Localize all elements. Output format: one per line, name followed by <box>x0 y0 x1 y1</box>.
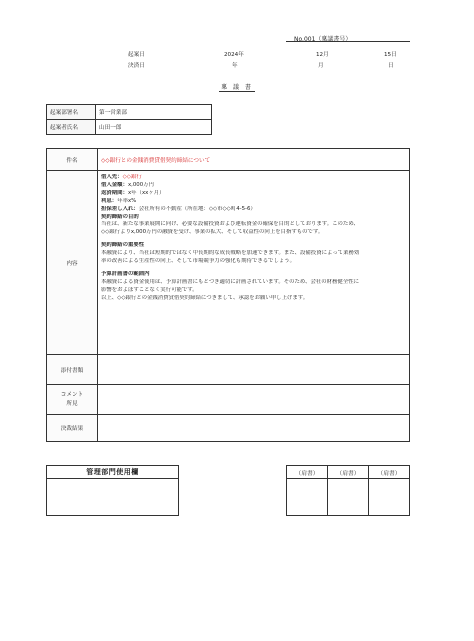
closing-line: 以上、◇◇銀行との金銭消費貸借契約締結につきまして、承認をお願い申し上げます。 <box>101 294 309 301</box>
purpose-line-1: 当社は、新たな事業展開に向け、必要な設備投資および運転資金の確保を目的としております。このため、 <box>101 221 359 228</box>
management-table <box>46 465 179 516</box>
subject-field[interactable] <box>98 149 410 171</box>
seal-box-1[interactable] <box>287 479 328 516</box>
drafter-table <box>46 104 212 135</box>
seal-title-2: （肩書） <box>328 466 369 479</box>
attachments-label: 添付書類 <box>47 355 98 385</box>
necessity-line-1: 本融資により、当社は短期的ではなく中長期的な成長戦略を加速できます。また、設備投資によって業務効 <box>101 250 360 257</box>
seal-title-1: （肩書） <box>287 466 328 479</box>
purpose-heading: 契約締結の目的 <box>101 213 139 220</box>
rate-line: 利息：年率x% <box>101 197 137 204</box>
main-table <box>46 148 410 442</box>
filing-month: 12月 <box>316 52 329 58</box>
management-field[interactable] <box>47 479 179 516</box>
filing-day: 15日 <box>384 52 397 58</box>
purpose-line-2: ◇◇銀行よりx,000万円の融資を受け、事業の拡大、そして収益性の向上を目指すものです。 <box>101 229 324 236</box>
result-field[interactable] <box>98 415 410 442</box>
document-number-underline <box>286 41 410 42</box>
period-line: 返済期間：x年（xxヶ月） <box>101 189 165 196</box>
management-title: 管理部門使用欄 <box>47 466 179 479</box>
collateral-line: 担保差し入れ：会社所有の不動産（所在地：◇◇市◇◇町4-5-6） <box>101 205 256 212</box>
decision-month: 月 <box>318 63 324 69</box>
decision-year: 年 <box>232 63 238 69</box>
scope-line-2: 影響をおよぼすことなく実行可能です。 <box>101 286 198 293</box>
seal-title-3: （肩書） <box>369 466 410 479</box>
dept-field[interactable]: 第一営業部 <box>96 105 212 120</box>
drafter-name-label: 起案者氏名 <box>47 120 96 135</box>
amount-line: 借入金額：x,000万円 <box>101 181 154 188</box>
attachments-field[interactable] <box>98 355 410 385</box>
dept-label: 起案部署名 <box>47 105 96 120</box>
filing-year: 2024年 <box>224 52 244 58</box>
comment-label: コメント 所見 <box>47 385 98 415</box>
scope-heading: 予算計画書の範囲内 <box>101 270 150 277</box>
decision-date-label: 決済日 <box>128 63 145 69</box>
drafter-name-field[interactable]: 山田一郎 <box>96 120 212 135</box>
seal-box-3[interactable] <box>369 479 410 516</box>
result-label: 決裁結果 <box>47 415 98 442</box>
content-label: 内容 <box>47 171 98 355</box>
seal-box-2[interactable] <box>328 479 369 516</box>
document-title: 稟 議 書 <box>221 84 253 91</box>
scope-line-1: 本融資による資金使用は、予算計画書にもとづき適切に計画されています。そのため、会社の財務健全性に <box>101 278 359 285</box>
decision-day: 日 <box>388 63 394 69</box>
seal-table <box>286 465 410 516</box>
lender-line: 借入先：◇◇銀行 <box>101 174 142 180</box>
subject-text: ◇◇銀行との金銭消費貸借契約締結について <box>101 157 211 164</box>
comment-field[interactable] <box>98 385 410 415</box>
filing-date-label: 起案日 <box>128 52 145 58</box>
content-field[interactable] <box>98 171 410 355</box>
necessity-line-2: 率の改善による生産性の向上、そして市場競争力の強化も期待できるでしょう。 <box>101 258 296 265</box>
subject-label: 件名 <box>47 149 98 171</box>
necessity-heading: 契約締結の重要性 <box>101 242 145 249</box>
document-number: No.001（稟議書号） <box>294 36 352 43</box>
